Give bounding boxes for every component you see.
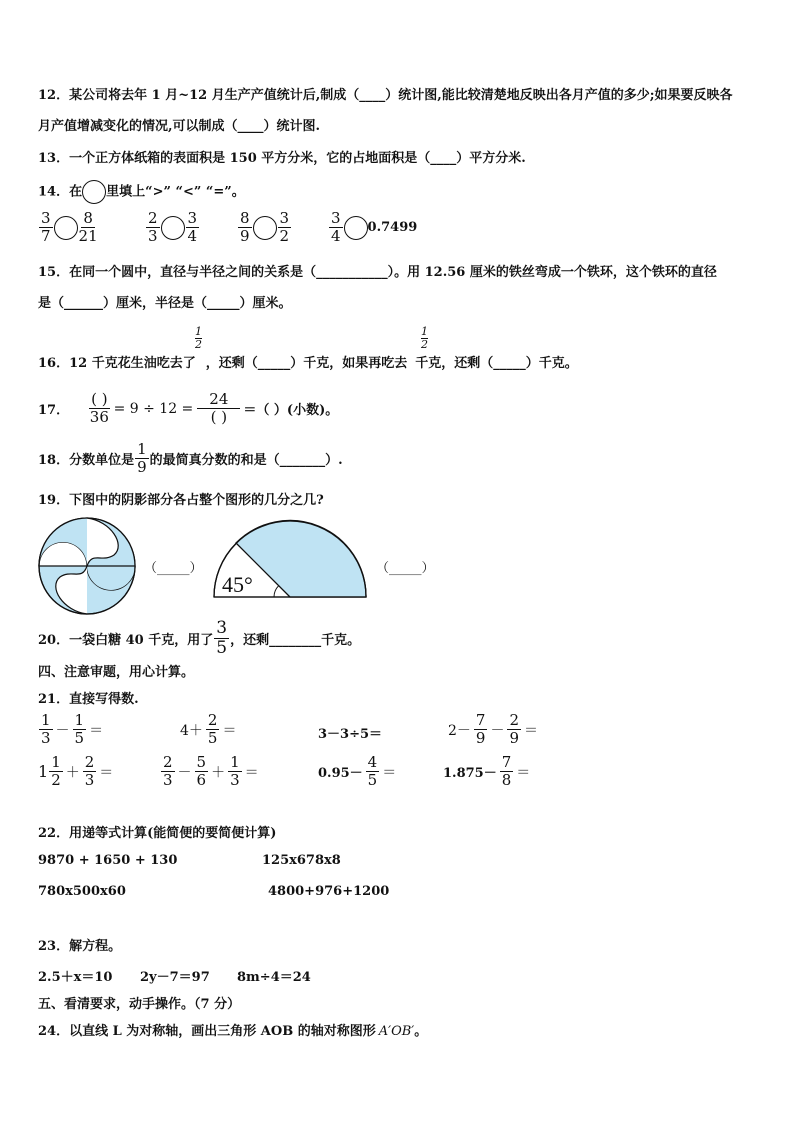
q13-text: 13．一个正方体纸箱的表面积是 150 平方分米，它的占地面积是（____）平方分米.: [38, 151, 526, 166]
q22-expr-1: 9870 + 1650 + 130: [38, 853, 178, 868]
q14-pair-1: $\frac{3}{7}$ $\frac{8}{21}$: [41, 209, 98, 245]
q23-eq-3: 8m÷4＝24: [237, 970, 311, 985]
q19-semicircle-figure: [210, 517, 370, 601]
q18-text: 18．分数单位是 $\frac{1}{9}$ 的最简真分数的和是（_______）.: [38, 440, 343, 476]
section-4-heading: 四、注意审题，用心计算。: [38, 665, 195, 680]
q19-circle-figure: [36, 515, 138, 617]
q22-title: 22．用递等式计算(能简便的要简便计算): [38, 826, 277, 841]
compare-circle-icon[interactable]: [54, 216, 78, 240]
q21-expr-6: $\frac{2}{3}$ － $\frac{5}{6}$ ＋ $\frac{1}{3}$ ＝: [163, 753, 259, 789]
q16-half-fraction-1: 1 2: [195, 325, 202, 352]
q21-expr-2: 4＋ $\frac{2}{5}$ ＝: [180, 711, 237, 747]
q24-text: 24．以直线 L 为对称轴，画出三角形 AOB 的轴对称图形 A′OB′。: [38, 1024, 428, 1039]
q22-expr-4: 4800+976+1200: [268, 884, 390, 899]
q21-expr-1: $\frac{1}{3}$ － $\frac{1}{5}$ ＝: [41, 711, 104, 747]
q19-text: 19．下图中的阴影部分各占整个图形的几分之几?: [38, 493, 324, 508]
q19-blank-1[interactable]: （_____）: [144, 561, 203, 576]
q15-line2: 是（______）厘米，半径是（_____）厘米。: [38, 296, 292, 311]
q21-title: 21．直接写得数.: [38, 692, 139, 707]
q16-text: 16．12 千克花生油吃去了 ，还剩（_____）千克，如果再吃去 千克，还剩（_____）千克。: [38, 356, 578, 371]
q12-line1: 12．某公司将去年 1 月~12 月生产产值统计后,制成（____）统计图,能比较清楚地反映出各月产值的多少;如果要反映各: [38, 88, 733, 103]
angle-label: 45°: [222, 572, 253, 597]
q22-expr-3: 780x500x60: [38, 884, 126, 899]
section-5-heading: 五、看清要求，动手操作。（7 分）: [38, 997, 241, 1012]
q21-expr-3: 3－3÷5＝: [318, 727, 383, 742]
q14-pair-2: $\frac{2}{3}$ $\frac{3}{4}$: [148, 209, 198, 245]
q21-expr-4: 2－ $\frac{7}{9}$ － $\frac{2}{9}$ ＝: [448, 711, 539, 747]
q20-text: 20．一袋白糖 40 千克，用了 $\frac{3}{5}$ ，还剩________千克。: [38, 618, 361, 658]
compare-circle-icon: [82, 180, 106, 204]
q16-half-fraction-2: 1 2: [421, 325, 428, 352]
q19-blank-2[interactable]: （_____）: [376, 561, 435, 576]
q17-text: 17． $\frac{( )}{36}$ = 9 ÷ 12 = $\frac{24}{( )}$ ＝（ ）(小数)。: [38, 390, 339, 426]
q14-pair-4: $\frac{3}{4}$ 0.7499: [331, 209, 418, 245]
q23-eq-1: 2.5＋x＝10: [38, 970, 113, 985]
q21-expr-7: 0.95－ $\frac{4}{5}$ ＝: [318, 753, 397, 789]
compare-circle-icon[interactable]: [253, 216, 277, 240]
q14-pair-3: $\frac{8}{9}$ $\frac{3}{2}$: [240, 209, 290, 245]
q21-expr-8: 1.875－ $\frac{7}{8}$ ＝: [443, 753, 531, 789]
q23-eq-2: 2y－7＝97: [140, 970, 210, 985]
compare-circle-icon[interactable]: [344, 216, 368, 240]
q14-title: 14．在 里填上“>” “<” “=”。: [38, 180, 245, 204]
q21-expr-5: 1 $\frac{1}{2}$ ＋ $\frac{2}{3}$ ＝: [38, 753, 114, 789]
compare-circle-icon[interactable]: [161, 216, 185, 240]
q23-title: 23．解方程。: [38, 939, 122, 954]
q22-expr-2: 125x678x8: [262, 853, 341, 868]
q12-line2: 月产值增减变化的情况,可以制成（____）统计图.: [38, 119, 321, 134]
q15-line1: 15．在同一个圆中，直径与半径之间的关系是（___________）。用 12.56 厘米的铁丝弯成一个铁环，这个铁环的直径: [38, 265, 717, 280]
